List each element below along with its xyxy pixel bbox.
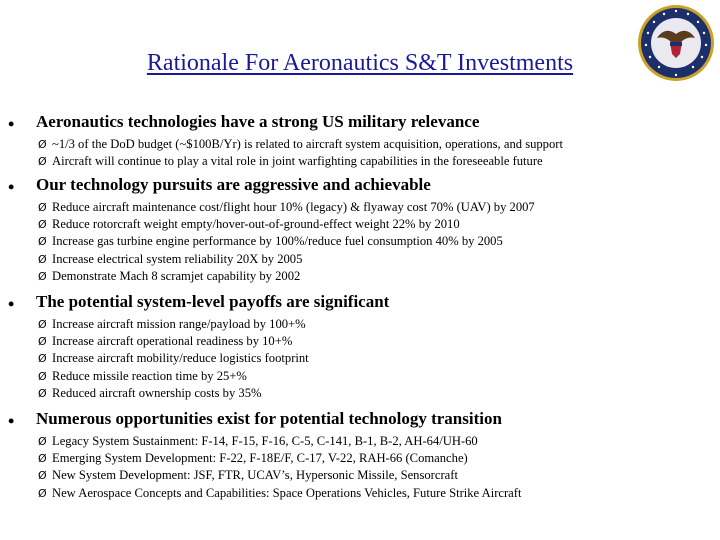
list-item: Ø Increase aircraft operational readiness by 10+% [38, 334, 293, 349]
list-item: Ø Increase electrical system reliability 20X by 2005 [38, 251, 303, 266]
arrow-bullet-icon: Ø [38, 352, 47, 366]
arrow-bullet-icon: Ø [38, 155, 47, 169]
section-heading: The potential system-level payoffs are significant [36, 292, 390, 311]
list-item: Ø Reduced aircraft ownership costs by 35% [38, 385, 262, 400]
arrow-bullet-icon: Ø [38, 435, 47, 448]
arrow-bullet-icon: Ø [38, 369, 47, 383]
arrow-bullet-icon: Ø [38, 386, 47, 400]
list-item: Ø Emerging System Development: F-22, F-18E/F, C-17, V-22, RAH-66 (Comanche) [38, 451, 468, 466]
arrow-bullet-icon: Ø [38, 469, 47, 483]
list-item: Ø New System Development: JSF, FTR, UCAV’s, Hypersonic Missile, Sensorcraft [38, 468, 458, 483]
list-item: Ø Reduce aircraft maintenance cost/flight hour 10% (legacy) & flyaway cost 70% (UAV) by 2007 [38, 200, 535, 214]
list-item: Ø Aircraft will continue to play a vital role in joint warfighting capabilities in the foreseeable future [38, 154, 543, 169]
bullet-dot: • [8, 294, 15, 314]
list-item: Ø Increase aircraft mobility/reduce logistics footprint [38, 351, 309, 366]
list-item: Ø Demonstrate Mach 8 scramjet capability by 2002 [38, 268, 301, 283]
section-payoffs [0, 292, 720, 402]
section-heading: Aeronautics technologies have a strong US military relevance [36, 112, 480, 131]
section-technology-pursuits [0, 175, 720, 285]
bullet-dot: • [8, 177, 15, 197]
arrow-bullet-icon: Ø [38, 452, 47, 466]
arrow-bullet-icon: Ø [38, 269, 47, 283]
arrow-bullet-icon: Ø [38, 318, 47, 331]
section-heading: Our technology pursuits are aggressive and achievable [36, 175, 431, 194]
list-item: Ø Legacy System Sustainment: F-14, F-15, F-16, C-5, C-141, B-1, B-2, AH-64/UH-60 [38, 434, 478, 448]
arrow-bullet-icon: Ø [38, 252, 47, 266]
dod-seal-icon [637, 4, 715, 82]
arrow-bullet-icon: Ø [38, 486, 47, 500]
list-item: Ø Reduce missile reaction time by 25+% [38, 368, 247, 383]
list-item: Ø Increase aircraft mission range/payload by 100+% [38, 317, 306, 331]
list-item: Ø Increase gas turbine engine performance by 100%/reduce fuel consumption 40% by 2005 [38, 234, 503, 249]
list-item: Ø New Aerospace Concepts and Capabilities: Space Operations Vehicles, Future Strike Aircraft [38, 485, 522, 500]
list-item: Ø Reduce rotorcraft weight empty/hover-out-of-ground-effect weight 22% by 2010 [38, 217, 460, 232]
bullet-dot: • [8, 411, 15, 431]
arrow-bullet-icon: Ø [38, 138, 47, 151]
arrow-bullet-icon: Ø [38, 218, 47, 232]
section-military-relevance [0, 112, 720, 170]
bullet-dot: • [8, 114, 15, 134]
arrow-bullet-icon: Ø [38, 235, 47, 249]
page-title: Rationale For Aeronautics S&T Investments [146, 50, 574, 76]
list-item: Ø ~1/3 of the DoD budget (~$100B/Yr) is related to aircraft system acquisition, operations, and support [38, 137, 563, 151]
arrow-bullet-icon: Ø [38, 335, 47, 349]
arrow-bullet-icon: Ø [38, 201, 47, 214]
section-heading: Numerous opportunities exist for potential technology transition [36, 409, 502, 428]
section-transition-opportunities [0, 409, 720, 502]
